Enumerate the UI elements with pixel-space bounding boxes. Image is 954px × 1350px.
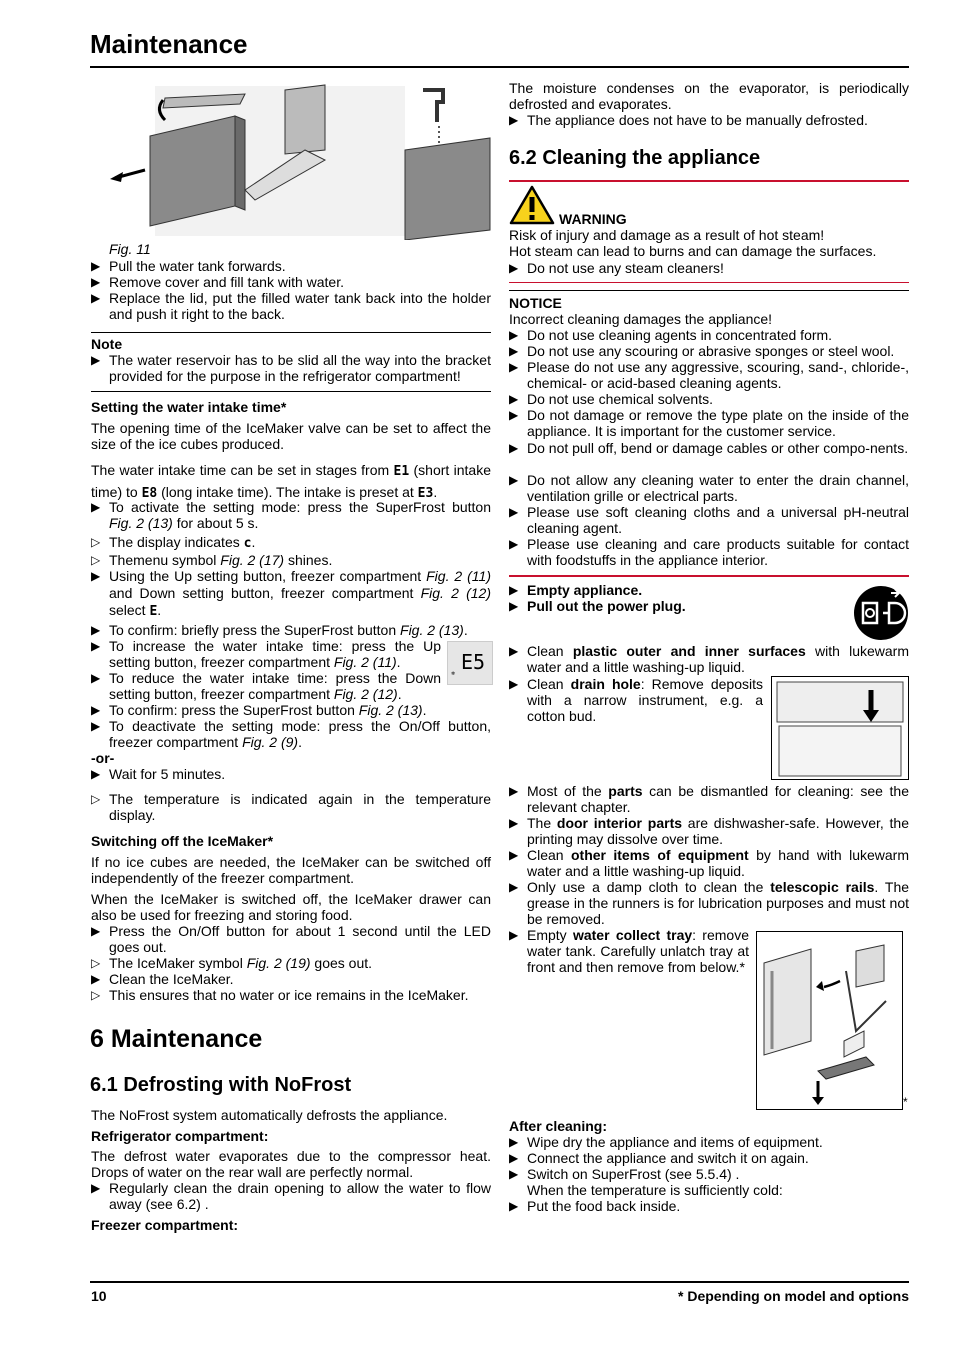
footnote-star: * <box>903 1095 908 1109</box>
divider-red <box>509 282 909 283</box>
water-collect-tray-figure <box>756 931 903 1111</box>
list-item: ▶ Wipe dry the appliance and items of equipment. <box>509 1134 823 1150</box>
list-item: ▶ Do not pull off, bend or damage cables or other compo-nents. <box>509 440 909 456</box>
list-item: ▶ Most of the parts can be dismantled for cleaning: see the relevant chapter. <box>509 783 910 815</box>
notice-text: Incorrect cleaning damages the appliance! <box>509 311 773 327</box>
list-item: ▶ Press the On/Off button for about 1 second until the LED goes out. <box>91 923 491 955</box>
divider <box>91 391 491 392</box>
list-item: ▶ The appliance does not have to be manually defrosted. <box>509 112 868 128</box>
drain-hole-figure <box>771 676 909 780</box>
divider <box>91 332 491 333</box>
list-item: ▶ Please use soft cleaning cloths and a universal pH-neutral cleaning agent. <box>509 504 909 536</box>
nofrost-paragraph: The NoFrost system automatically defrosts the appliance. <box>91 1107 448 1123</box>
warning-text: Risk of injury and damage as a result of hot steam! <box>509 227 825 243</box>
list-item: ▶ Do not use cleaning agents in concentrated form. <box>509 327 833 343</box>
list-item: ▶ Put the food back inside. <box>509 1198 681 1214</box>
list-item: ▶ Pull the water tank forwards. <box>91 258 286 274</box>
switchoff-heading: Switching off the IceMaker* <box>91 833 274 849</box>
note-item: ▶ The water reservoir has to be slid all the way into the bracket provided for the purpose in the refrigerator compartment! <box>91 352 491 384</box>
or-separator: -or- <box>91 750 115 766</box>
list-item: ▶ To increase the water intake time: press the Up setting button, freezer compartment Fig. 2 (11). <box>91 638 441 670</box>
power-plug-icon <box>853 585 909 641</box>
section-6-1-heading: 6.1 Defrosting with NoFrost <box>90 1074 352 1096</box>
result-item: ▷ This ensures that no water or ice remains in the IceMaker. <box>91 987 469 1003</box>
code-e8: E8 <box>141 486 158 501</box>
fridge-paragraph: The defrost water evaporates due to the compressor heat. Drops of water on the rear wall are perfectly normal. <box>91 1148 491 1180</box>
intake-paragraph: The opening time of the IceMaker valve can be set to affect the size of the ice cubes produced. <box>91 420 491 452</box>
list-item: ▶ Clean other items of equipment by hand with lukewarm water and a little washing-up liquid. <box>509 847 910 879</box>
list-item: ▶ To reduce the water intake time: press the Down setting button, freezer compartment Fig. 2 (12). <box>91 670 441 702</box>
note-title: Note <box>91 336 123 352</box>
list-item: ▶ Do not damage or remove the type plate on the inside of the appliance. It is important for the customer service. <box>509 407 909 439</box>
list-item: ▶ Empty appliance. <box>509 582 643 598</box>
result-item: ▷ The IceMaker symbol Fig. 2 (19) goes out. <box>91 955 373 971</box>
list-item: ▶ Please do not use any aggressive, scouring, sand-, chloride-, chemical- or acid-based cleaning agents. <box>509 359 909 391</box>
code-e1: E1 <box>393 464 410 479</box>
divider-red <box>509 575 909 577</box>
freezer-heading: Freezer compartment: <box>91 1217 239 1233</box>
switchoff-paragraph: When the IceMaker is switched off, the IceMaker drawer can also be used for freezing and storing food. <box>91 891 491 923</box>
section-6-heading: 6 Maintenance <box>90 1025 263 1053</box>
fridge-heading: Refrigerator compartment: <box>91 1128 269 1144</box>
list-item: ▶ The door interior parts are dishwasher-safe. However, the printing may dissolve over time. <box>509 815 909 847</box>
list-item: ▶ Pull out the power plug. <box>509 598 686 614</box>
display-e5-image: ❄ E5 <box>447 641 493 685</box>
warning-text: Hot steam can lead to burns and can damage the surfaces. <box>509 243 877 259</box>
list-item: ▶ Clean plastic outer and inner surfaces with lukewarm water and a little washing-up liquid. <box>509 643 909 675</box>
moisture-paragraph: The moisture condenses on the evaporator, is periodically defrosted and evaporates. <box>509 80 909 112</box>
footer-rule <box>90 1281 909 1283</box>
divider <box>509 290 909 291</box>
list-item: ▶ Empty water collect tray: remove water tank. Carefully unlatch tray at front and then remove from below.* <box>509 927 749 975</box>
code-e3: E3 <box>417 486 434 501</box>
list-item: ▶ Do not allow any cleaning water to enter the drain channel, ventilation grille or electrical parts. <box>509 472 909 504</box>
switchoff-paragraph: If no ice cubes are needed, the IceMaker can be switched off independently of the freezer compartment. <box>91 854 491 886</box>
list-item: ▶ Remove cover and fill tank with water. <box>91 274 344 290</box>
list-item: ▶ Clean drain hole: Remove deposits with a narrow instrument, e.g. a cotton bud. <box>509 676 763 724</box>
figure-11-water-tank <box>105 80 495 240</box>
list-item: ▶ Wait for 5 minutes. <box>91 766 226 782</box>
list-item: ▶ Replace the lid, put the filled water tank back into the holder and push it right to the back. <box>91 290 491 322</box>
warning-label: WARNING <box>559 211 627 227</box>
list-item: ▶ Switch on SuperFrost (see 5.5.4) . <box>509 1166 740 1182</box>
result-item: ▷ The display indicates c. <box>91 534 256 551</box>
result-item: ▷ Themenu symbol Fig. 2 (17) shines. <box>91 552 333 568</box>
title-rule <box>90 66 909 68</box>
footer-note: * Depending on model and options <box>678 1288 909 1304</box>
list-item: ▶ Only use a damp cloth to clean the telescopic rails. The grease in the runners is for lubrication purposes and must not be removed. <box>509 879 910 927</box>
result-item: ▷ The temperature is indicated again in the temperature display. <box>91 791 491 823</box>
list-item: ▶ To deactivate the setting mode: press the On/Off button, freezer compartment Fig. 2 (9). <box>91 718 491 750</box>
notice-label: NOTICE <box>509 295 562 311</box>
warning-icon <box>509 185 555 225</box>
after-cleaning-heading: After cleaning: <box>509 1118 608 1134</box>
list-item: ▶ Do not use chemical solvents. <box>509 391 713 407</box>
page-title: Maintenance <box>90 29 248 59</box>
list-item: ▶ Connect the appliance and switch it on again. <box>509 1150 809 1166</box>
list-item: ▶ Clean the IceMaker. <box>91 971 234 987</box>
list-item: ▶ To activate the setting mode: press the SuperFrost button Fig. 2 (13) for about 5 s. <box>91 499 491 531</box>
after-note: When the temperature is sufficiently cold: <box>527 1182 783 1198</box>
list-item: ▶ To confirm: press the SuperFrost button Fig. 2 (13). <box>91 702 427 718</box>
list-item: ▶ Do not use any steam cleaners! <box>509 260 724 276</box>
list-item: ▶ Regularly clean the drain opening to allow the water to flow away (see 6.2) . <box>91 1180 491 1212</box>
divider-red <box>509 180 909 182</box>
list-item: ▶ To confirm: briefly press the SuperFrost button Fig. 2 (13). <box>91 622 468 638</box>
intake-heading: Setting the water intake time* <box>91 399 287 415</box>
page-number: 10 <box>91 1288 107 1304</box>
list-item: ▶ Using the Up setting button, freezer compartment Fig. 2 (11) and Down setting button, freezer compartment Fig. 2 (12) select E. <box>91 568 492 619</box>
section-6-2-heading: 6.2 Cleaning the appliance <box>509 147 761 169</box>
figure-caption: Fig. 11 <box>109 241 151 257</box>
list-item: ▶ Do not use any scouring or abrasive sponges or steel wool. <box>509 343 895 359</box>
intake-range-paragraph: The water intake time can be set in stages from E1 (short intake time) to E8 (long intake time). The intake is preset at E3. <box>91 462 491 501</box>
list-item: ▶ Please use cleaning and care products suitable for contact with foodstuffs in the appliance interior. <box>509 536 909 568</box>
